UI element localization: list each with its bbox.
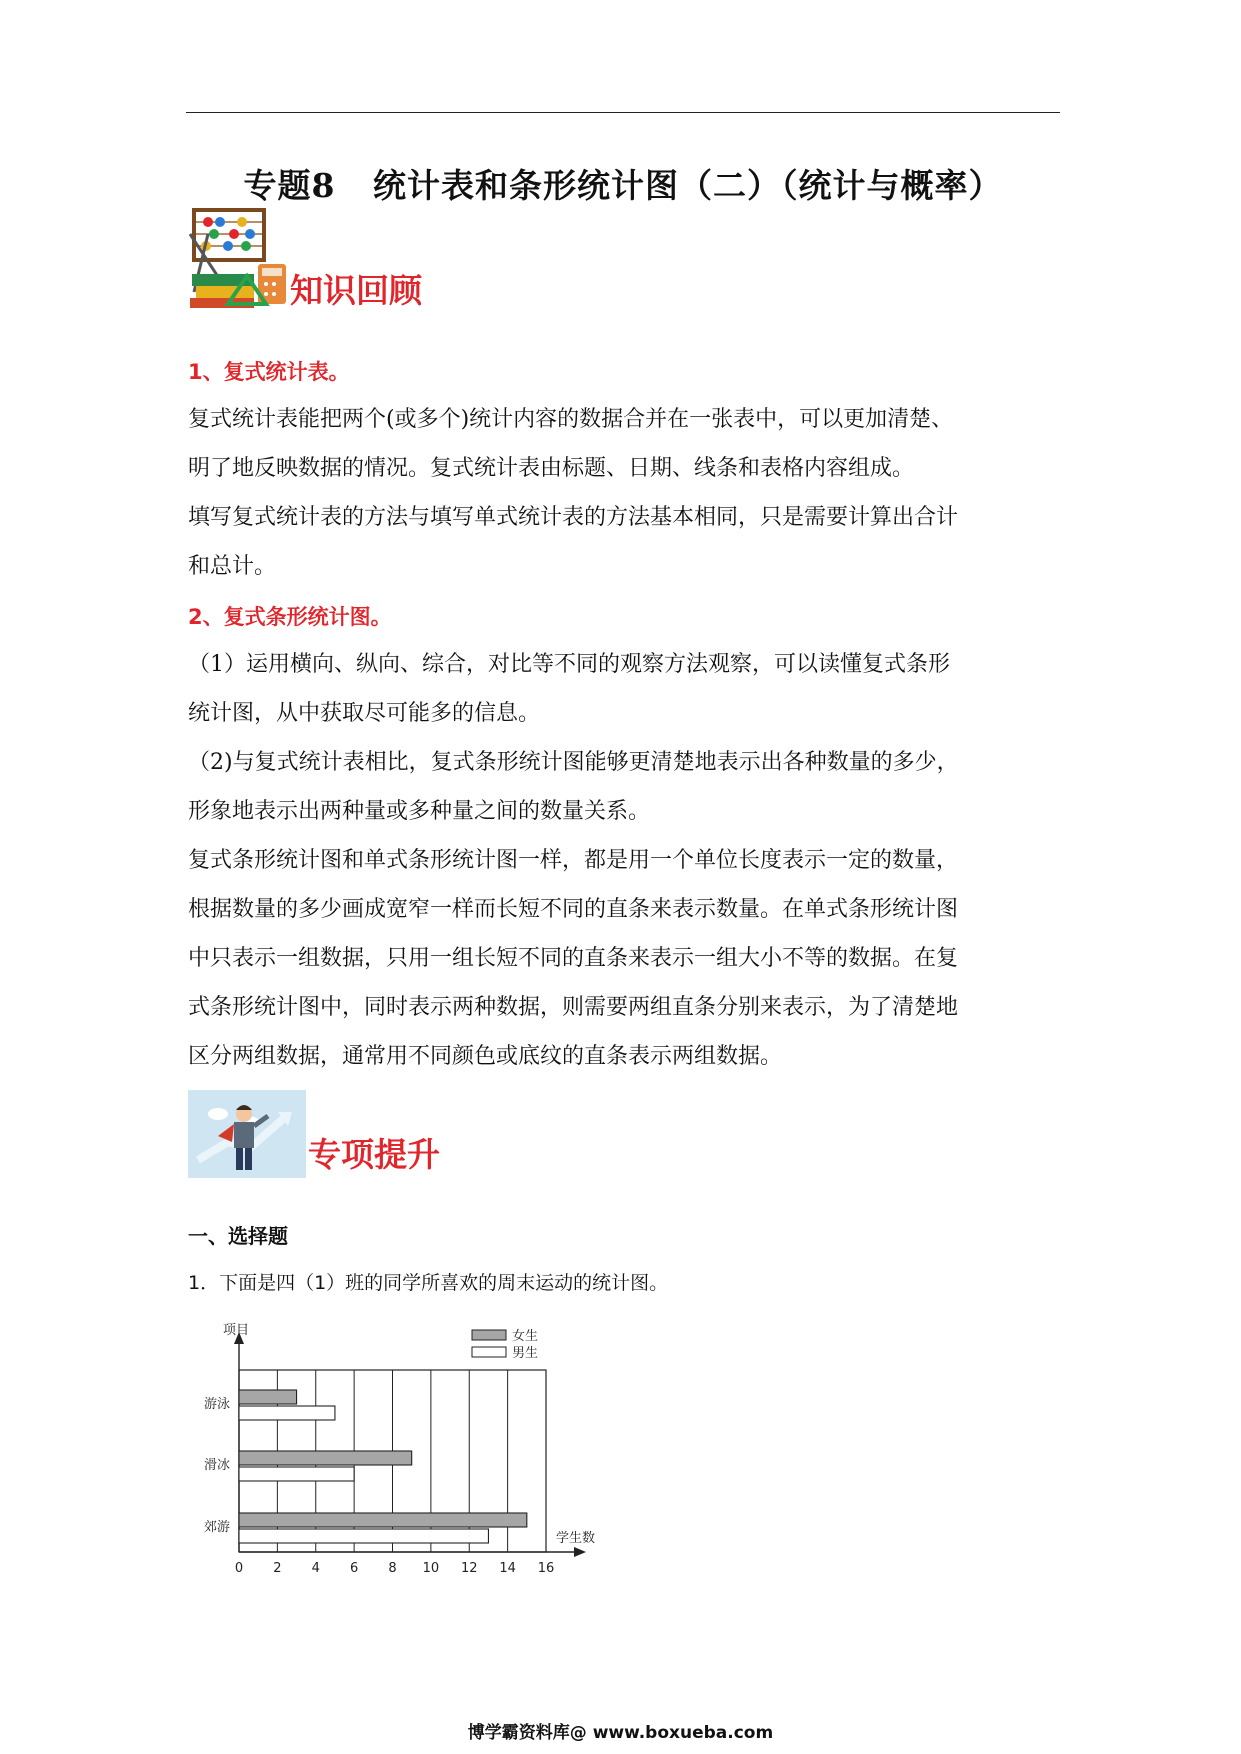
x-tick-label: 4 (311, 1561, 320, 1576)
legend-label: 女生 (512, 1329, 539, 1344)
paragraph-compound-table (188, 395, 1058, 591)
paragraph-line: 形象地表示出两种量或多种量之间的数量关系。 (188, 799, 651, 824)
bar-male (239, 1467, 354, 1481)
paragraph-line: 填写复式统计表的方法与填写单式统计表的方法基本相同，只是需要计算出合计 (188, 505, 959, 530)
x-axis-arrow (574, 1547, 586, 1557)
bar-female (239, 1451, 412, 1465)
section-review-title: 知识回顾 (290, 271, 422, 310)
paragraph-line: 复式统计表能把两个(或多个)统计内容的数据合并在一张表中，可以更加清楚、 (188, 407, 954, 432)
paragraph-line: （2)与复式统计表相比，复式条形统计图能够更清楚地表示出各种数量的多少， (188, 750, 959, 775)
paragraph-line: 区分两组数据，通常用不同颜色或底纹的直条表示两组数据。 (188, 1044, 783, 1069)
paragraph-line: 明了地反映数据的情况。复式统计表由标题、日期、线条和表格内容组成。 (188, 456, 915, 481)
bar-female (239, 1513, 527, 1527)
x-tick-label: 12 (460, 1561, 478, 1576)
x-tick-label: 8 (388, 1561, 397, 1576)
category-label: 滑冰 (203, 1458, 230, 1473)
paragraph-line: （1）运用横向、纵向、综合，对比等不同的观察方法观察，可以读懂复式条形 (188, 652, 950, 677)
paragraph-line: 复式条形统计图和单式条形统计图一样，都是用一个单位长度表示一定的数量， (188, 848, 959, 873)
paragraph-line: 统计图，从中获取尽可能多的信息。 (188, 701, 541, 726)
header-rule (186, 112, 1060, 113)
question-1-text: 1．下面是四（1）班的同学所喜欢的周末运动的统计图。 (188, 1272, 669, 1294)
x-tick-label: 0 (234, 1561, 244, 1576)
x-tick-label: 16 (537, 1561, 555, 1576)
exercise-heading: 一、选择题 (188, 1224, 288, 1248)
x-tick-label: 2 (273, 1561, 282, 1576)
x-tick-label: 6 (349, 1561, 359, 1576)
category-label: 郊游 (203, 1520, 230, 1535)
bar-male (239, 1406, 335, 1420)
page-title: 专题8 统计表和条形统计图（二）（统计与概率） (243, 166, 1003, 205)
section-review-header (188, 204, 422, 314)
section-improve-header (188, 1090, 440, 1178)
paragraph-line: 根据数量的多少画成宽窄一样而长短不同的直条来表示数量。在单式条形统计图 (188, 897, 959, 922)
x-axis-label: 学生数 (556, 1531, 596, 1546)
section-improve-title: 专项提升 (308, 1135, 440, 1174)
paragraph-line: 式条形统计图中，同时表示两种数据，则需要两组直条分别来表示，为了清楚地 (188, 995, 959, 1020)
bar-male (239, 1529, 488, 1543)
growth-person-icon (188, 1090, 306, 1178)
legend-swatch-male (472, 1347, 506, 1357)
sports-bar-chart (190, 1322, 610, 1582)
legend-label: 男生 (512, 1346, 539, 1361)
bar-female (239, 1390, 297, 1404)
category-label: 游泳 (203, 1397, 230, 1412)
x-tick-label: 10 (422, 1561, 440, 1576)
subhead-compound-table: 1、复式统计表。 (188, 360, 350, 384)
paragraph-compound-bar (188, 640, 1058, 1081)
y-axis-label: 项目 (223, 1323, 250, 1338)
paragraph-line: 和总计。 (188, 554, 277, 579)
legend-swatch-female (472, 1330, 506, 1340)
paragraph-line: 中只表示一组数据，只用一组长短不同的直条来表示一组大小不等的数据。在复 (188, 946, 959, 971)
x-tick-label: 14 (499, 1561, 516, 1576)
footer-watermark: 博学霸资料库@ www.boxueba.com (467, 1723, 774, 1743)
subhead-compound-bar: 2、复式条形统计图。 (188, 605, 392, 629)
math-tools-icon (188, 204, 288, 314)
